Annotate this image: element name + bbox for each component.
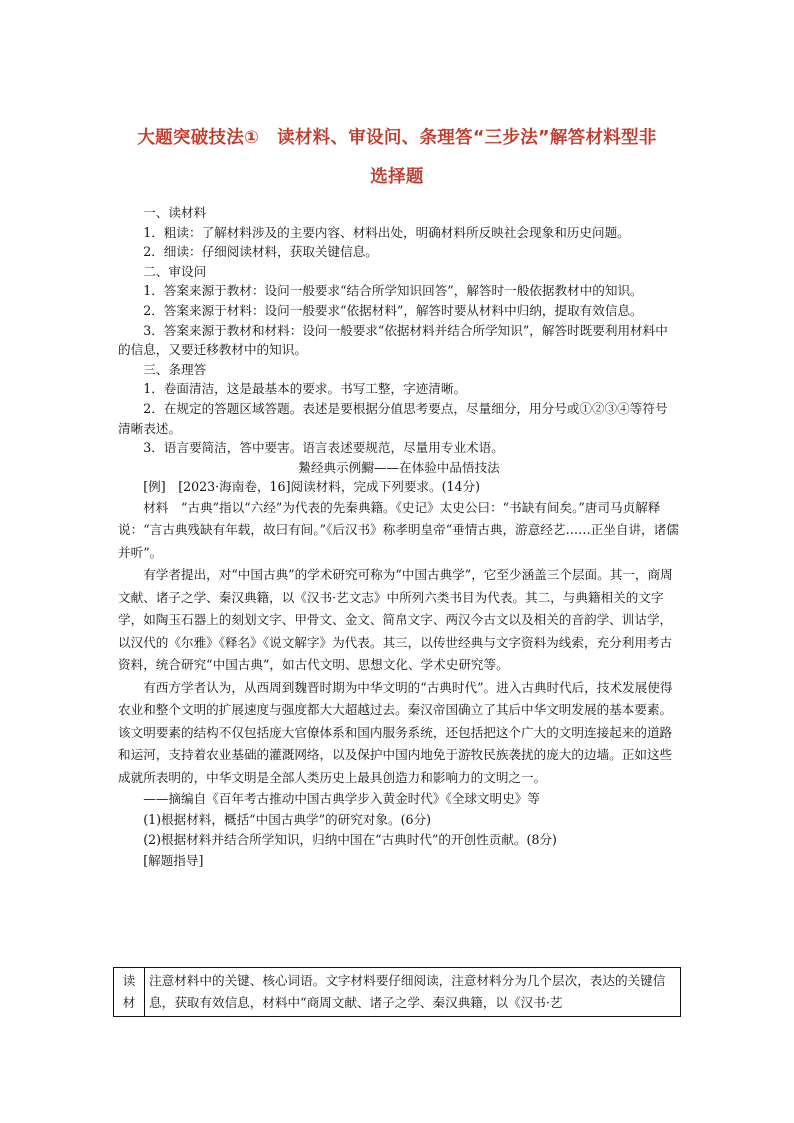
table-row — [114, 968, 681, 1017]
solution-guide-label: [解题指导] — [143, 852, 204, 868]
read-point-2: 2．细读：仔细阅读材料，获取关键信息。 — [143, 244, 378, 260]
document-body — [118, 203, 680, 871]
section-heading-read: 一、读材料 — [143, 205, 207, 220]
material-paragraph-3: 有西方学者认为，从西周到魏晋时期为中华文明的“古典时代”。进入古典时代后，技术发展使得农业和整个文明的扩展速度与强度都大大超越过去。秦汉帝国确立了其后中华文明发展的基本要素。该文明要素的结构不仅包括庞大官僚体系和国内服务系统，还包括把这个广大的文明连接起来的道路和运河，支持着农业基础的灌溉网络，以及保护中国内地免于游牧民族袭扰的庞大的边墙。正如这些成就所表明的，中华文明是全部人类历史上最具创造力和影响力的文明之一。 — [118, 679, 673, 785]
section-heading-answer: 三、条理答 — [143, 361, 207, 377]
answer-point-3: 3．语言要简洁，答中要害。语言表述要规范，尽量用专业术语。 — [143, 440, 504, 456]
page-title-line-1: 大题突破技法① 读材料、审设问、条理答“三步法”解答材料型非 — [137, 128, 657, 148]
example-intro: [例] [2023·海南卷，16]阅读材料，完成下列要求。(14分) — [143, 479, 481, 495]
example-heading: 䲀经典示例䲁——在体验中品悟技法 — [298, 459, 500, 475]
question-point-3: 3．答案来源于教材和材料：设问一般要求“依据材料并结合所学知识”，解答时既要利用材料中的信息，又要迁移教材中的知识。 — [118, 322, 668, 358]
read-point-1: 1．粗读：了解材料涉及的主要内容、材料出处，明确材料所反映社会现象和历史问题。 — [143, 224, 630, 240]
question-point-1: 1．答案来源于教材：设问一般要求“结合所学知识回答”，解答时一般依据教材中的知识。 — [143, 283, 643, 299]
question-2: (2)根据材料并结合所学知识，归纳中国在“古典时代”的开创性贡献。(8分) — [143, 832, 557, 848]
material-source: ——摘编自《百年考古推动中国古典学步入黄金时代》《全球文明史》等 — [143, 791, 540, 807]
answer-point-1: 1．卷面清洁，这是最基本的要求。书写工整，字迹清晰。 — [143, 381, 467, 397]
section-heading-question: 二、审设问 — [143, 263, 207, 279]
table-row-label: 读材 — [114, 968, 145, 1017]
guide-table — [113, 967, 681, 1017]
question-1: (1)根据材料，概括“中国古典学”的研究对象。(6分) — [143, 811, 432, 827]
answer-point-2: 2．在规定的答题区域答题。表述是要根据分值思考要点，尽量细分，用分号或①②③④等符号清晰表述。 — [118, 400, 668, 436]
material-paragraph-1: 材料 “古典”指以“六经”为代表的先秦典籍。《史记》太史公曰：“书缺有间矣。”唐司马贞解释说：“言古典残缺有年载，故曰有间。”《后汉书》称孝明皇帝“垂情古典，游意经艺……正坐自讲，诸儒并听”。 — [118, 499, 679, 560]
material-paragraph-2: 有学者提出，对“中国古典”的学术研究可称为“中国古典学”，它至少涵盖三个层面。其一，商周文献、诸子之学、秦汉典籍，以《汉书·艺文志》中所列六类书目为代表。其二，与典籍相关的文字学，如陶玉石器上的刻划文字、甲骨文、金文、简帛文字、两汉今古文以及相关的音韵学、训诂学，以汉代的《尔雅》《释名》《说文解字》为代表。其三，以传世经典与文字资料为线索，充分利用考古资料，统合研究“中国古典”，如古代文明、思想文化、学术史研究等。 — [118, 567, 673, 673]
question-point-2: 2．答案来源于材料：设问一般要求“依据材料”，解答时要从材料中归纳，提取有效信息。 — [143, 302, 643, 318]
table-row-content: 注意材料中的关键、核心词语。文字材料要仔细阅读，注意材料分为几个层次，表达的关键信息，获取有效信息，材料中“商周文献、诸子之学、秦汉典籍，以《汉书·艺 — [145, 968, 681, 1017]
page-title-line-2: 选择题 — [370, 167, 424, 187]
